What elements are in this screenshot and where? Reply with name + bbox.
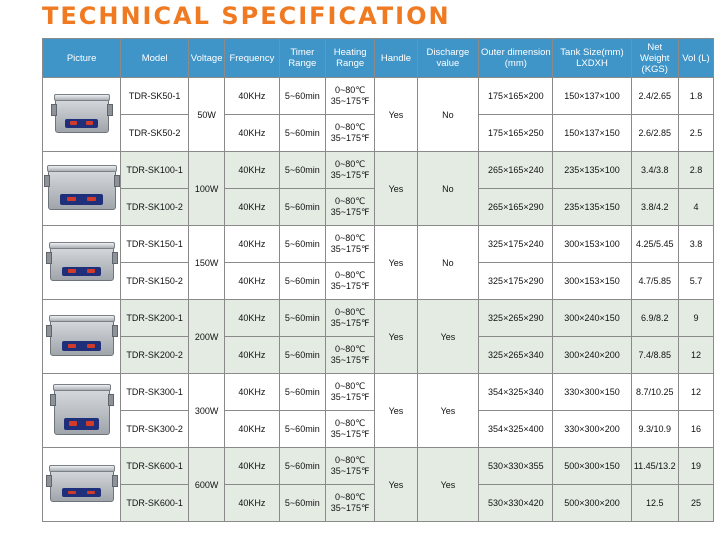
volume-cell: 12 [679, 374, 714, 411]
product-picture [43, 448, 121, 522]
model-cell: TDR-SK300-2 [121, 411, 189, 448]
net-weight-cell: 2.4/2.65 [632, 78, 679, 115]
voltage-cell: 150W [189, 226, 225, 300]
heating-celsius: 0~80℃ [334, 159, 366, 169]
heating-cell [326, 448, 375, 485]
heating-celsius: 0~80℃ [334, 418, 366, 428]
handle-cell: Yes [375, 152, 417, 226]
timer-cell: 5~60min [280, 411, 326, 448]
tank-size-cell: 500×300×200 [553, 485, 631, 522]
ultrasonic-cleaner-image [50, 468, 114, 502]
table-header-row [43, 39, 714, 78]
volume-cell: 3.8 [679, 226, 714, 263]
heating-fahrenheit: 35~175℉ [330, 392, 370, 402]
handle-cell: Yes [375, 78, 417, 152]
table-row [43, 374, 714, 411]
outer-dimension-cell: 354×325×340 [479, 374, 553, 411]
tank-size-cell: 235×135×100 [553, 152, 631, 189]
outer-dimension-cell: 530×330×420 [479, 485, 553, 522]
page-title: TECHNICAL SPECIFICATION [42, 2, 451, 30]
heating-celsius: 0~80℃ [334, 233, 366, 243]
heating-cell [326, 263, 375, 300]
outer-dimension-cell: 265×165×290 [479, 189, 553, 226]
net-weight-cell: 4.7/5.85 [632, 263, 679, 300]
tank-size-cell: 300×153×100 [553, 226, 631, 263]
heating-cell [326, 78, 375, 115]
frequency-cell: 40KHz [225, 448, 280, 485]
heating-fahrenheit: 35~175℉ [330, 318, 370, 328]
net-weight-cell: 2.6/2.85 [632, 115, 679, 152]
net-weight-cell: 8.7/10.25 [632, 374, 679, 411]
product-picture [43, 300, 121, 374]
timer-cell: 5~60min [280, 374, 326, 411]
heating-fahrenheit: 35~175℉ [330, 207, 370, 217]
header-picture: Picture [43, 39, 121, 78]
volume-cell: 2.8 [679, 152, 714, 189]
model-cell: TDR-SK600-1 [121, 485, 189, 522]
heating-cell [326, 189, 375, 226]
heating-cell [326, 115, 375, 152]
heating-celsius: 0~80℃ [334, 122, 366, 132]
outer-dimension-cell: 325×265×290 [479, 300, 553, 337]
net-weight-cell: 7.4/8.85 [632, 337, 679, 374]
net-weight-cell: 6.9/8.2 [632, 300, 679, 337]
frequency-cell: 40KHz [225, 300, 280, 337]
model-cell: TDR-SK200-1 [121, 300, 189, 337]
heating-celsius: 0~80℃ [334, 381, 366, 391]
heating-cell [326, 374, 375, 411]
frequency-cell: 40KHz [225, 411, 280, 448]
model-cell: TDR-SK300-1 [121, 374, 189, 411]
model-cell: TDR-SK50-2 [121, 115, 189, 152]
heating-cell [326, 152, 375, 189]
tank-size-cell: 330×300×200 [553, 411, 631, 448]
spec-table [42, 38, 714, 522]
tank-size-cell: 300×240×150 [553, 300, 631, 337]
outer-dimension-cell: 265×165×240 [479, 152, 553, 189]
handle-cell: Yes [375, 448, 417, 522]
model-cell: TDR-SK150-1 [121, 226, 189, 263]
heating-celsius: 0~80℃ [334, 85, 366, 95]
ultrasonic-cleaner-image [54, 387, 110, 435]
net-weight-cell: 9.3/10.9 [632, 411, 679, 448]
outer-dimension-cell: 325×265×340 [479, 337, 553, 374]
tank-size-cell: 300×153×150 [553, 263, 631, 300]
handle-cell: Yes [375, 374, 417, 448]
tank-size-cell: 150×137×150 [553, 115, 631, 152]
header-model: Model [121, 39, 189, 78]
heating-fahrenheit: 35~175℉ [330, 244, 370, 254]
volume-cell: 9 [679, 300, 714, 337]
header-tank: Tank Size(mm) LXDXH [553, 39, 631, 78]
heating-celsius: 0~80℃ [334, 307, 366, 317]
timer-cell: 5~60min [280, 115, 326, 152]
frequency-cell: 40KHz [225, 152, 280, 189]
spec-table-body [43, 78, 714, 522]
table-row [43, 448, 714, 485]
timer-cell: 5~60min [280, 226, 326, 263]
heating-celsius: 0~80℃ [334, 196, 366, 206]
header-handle: Handle [375, 39, 417, 78]
frequency-cell: 40KHz [225, 226, 280, 263]
heating-fahrenheit: 35~175℉ [330, 281, 370, 291]
header-frequency: Frequency [225, 39, 280, 78]
volume-cell: 4 [679, 189, 714, 226]
ultrasonic-cleaner-image [50, 318, 114, 356]
outer-dimension-cell: 354×325×400 [479, 411, 553, 448]
product-picture [43, 226, 121, 300]
heating-celsius: 0~80℃ [334, 492, 366, 502]
frequency-cell: 40KHz [225, 485, 280, 522]
heating-cell [326, 485, 375, 522]
heating-celsius: 0~80℃ [334, 270, 366, 280]
voltage-cell: 100W [189, 152, 225, 226]
tank-size-cell: 235×135×150 [553, 189, 631, 226]
heating-fahrenheit: 35~175℉ [330, 466, 370, 476]
net-weight-cell: 11.45/13.2 [632, 448, 679, 485]
outer-dimension-cell: 530×330×355 [479, 448, 553, 485]
discharge-cell: Yes [418, 448, 480, 522]
table-row [43, 152, 714, 189]
heating-cell [326, 226, 375, 263]
ultrasonic-cleaner-image [55, 97, 109, 133]
tank-size-cell: 330×300×150 [553, 374, 631, 411]
model-cell: TDR-SK200-2 [121, 337, 189, 374]
timer-cell: 5~60min [280, 152, 326, 189]
heating-fahrenheit: 35~175℉ [330, 503, 370, 513]
heating-cell [326, 411, 375, 448]
heating-fahrenheit: 35~175℉ [330, 170, 370, 180]
net-weight-cell: 3.8/4.2 [632, 189, 679, 226]
discharge-cell: No [418, 78, 480, 152]
frequency-cell: 40KHz [225, 337, 280, 374]
volume-cell: 25 [679, 485, 714, 522]
timer-cell: 5~60min [280, 189, 326, 226]
model-cell: TDR-SK100-1 [121, 152, 189, 189]
frequency-cell: 40KHz [225, 78, 280, 115]
timer-cell: 5~60min [280, 485, 326, 522]
discharge-cell: No [418, 152, 480, 226]
ultrasonic-cleaner-image [50, 245, 114, 281]
outer-dimension-cell: 325×175×290 [479, 263, 553, 300]
frequency-cell: 40KHz [225, 374, 280, 411]
outer-dimension-cell: 175×165×200 [479, 78, 553, 115]
model-cell: TDR-SK50-1 [121, 78, 189, 115]
volume-cell: 2.5 [679, 115, 714, 152]
tank-size-cell: 500×300×150 [553, 448, 631, 485]
outer-dimension-cell: 325×175×240 [479, 226, 553, 263]
timer-cell: 5~60min [280, 300, 326, 337]
volume-cell: 5.7 [679, 263, 714, 300]
ultrasonic-cleaner-image [48, 168, 116, 210]
voltage-cell: 50W [189, 78, 225, 152]
volume-cell: 1.8 [679, 78, 714, 115]
heating-celsius: 0~80℃ [334, 455, 366, 465]
heating-cell [326, 300, 375, 337]
heating-cell [326, 337, 375, 374]
header-weight: Net Weight (KGS) [632, 39, 679, 78]
handle-cell: Yes [375, 226, 417, 300]
net-weight-cell: 12.5 [632, 485, 679, 522]
volume-cell: 16 [679, 411, 714, 448]
volume-cell: 19 [679, 448, 714, 485]
product-picture [43, 152, 121, 226]
frequency-cell: 40KHz [225, 263, 280, 300]
table-row [43, 300, 714, 337]
outer-dimension-cell: 175×165×250 [479, 115, 553, 152]
product-picture [43, 78, 121, 152]
discharge-cell: No [418, 226, 480, 300]
timer-cell: 5~60min [280, 448, 326, 485]
heating-fahrenheit: 35~175℉ [330, 429, 370, 439]
net-weight-cell: 4.25/5.45 [632, 226, 679, 263]
discharge-cell: Yes [418, 374, 480, 448]
product-picture [43, 374, 121, 448]
table-row [43, 226, 714, 263]
header-vol: Vol (L) [679, 39, 714, 78]
header-discharge: Discharge value [418, 39, 480, 78]
net-weight-cell: 3.4/3.8 [632, 152, 679, 189]
heating-fahrenheit: 35~175℉ [330, 355, 370, 365]
header-heating: Heating Range [326, 39, 375, 78]
model-cell: TDR-SK600-1 [121, 448, 189, 485]
model-cell: TDR-SK100-2 [121, 189, 189, 226]
header-timer: Timer Range [280, 39, 326, 78]
handle-cell: Yes [375, 300, 417, 374]
voltage-cell: 600W [189, 448, 225, 522]
tank-size-cell: 300×240×200 [553, 337, 631, 374]
volume-cell: 12 [679, 337, 714, 374]
timer-cell: 5~60min [280, 263, 326, 300]
tank-size-cell: 150×137×100 [553, 78, 631, 115]
heating-fahrenheit: 35~175℉ [330, 96, 370, 106]
heating-celsius: 0~80℃ [334, 344, 366, 354]
header-outer: Outer dimension (mm) [479, 39, 553, 78]
voltage-cell: 200W [189, 300, 225, 374]
discharge-cell: Yes [418, 300, 480, 374]
table-row [43, 78, 714, 115]
frequency-cell: 40KHz [225, 189, 280, 226]
frequency-cell: 40KHz [225, 115, 280, 152]
timer-cell: 5~60min [280, 78, 326, 115]
header-voltage: Voltage [189, 39, 225, 78]
voltage-cell: 300W [189, 374, 225, 448]
heating-fahrenheit: 35~175℉ [330, 133, 370, 143]
timer-cell: 5~60min [280, 337, 326, 374]
model-cell: TDR-SK150-2 [121, 263, 189, 300]
